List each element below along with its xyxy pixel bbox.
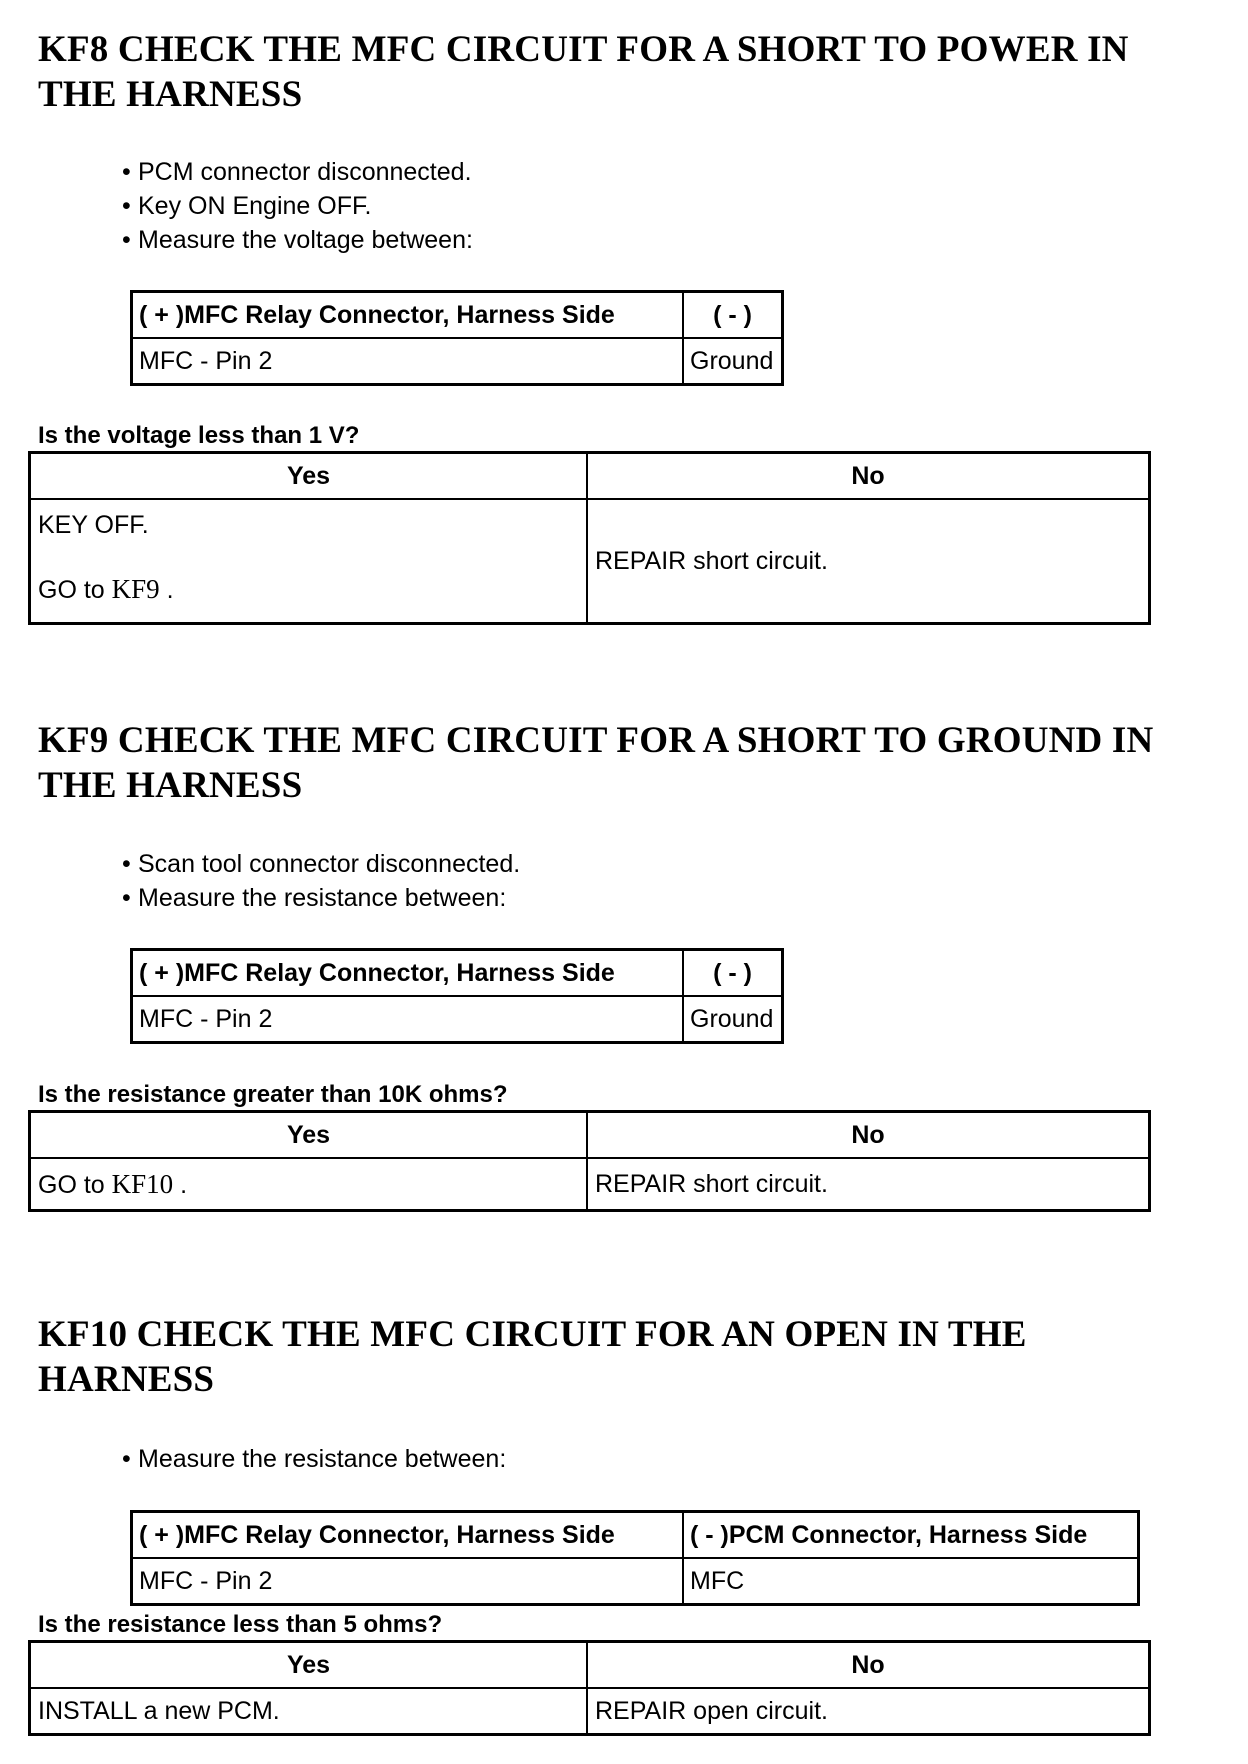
kf10-question: Is the resistance less than 5 ohms?	[38, 1611, 443, 1638]
list-item: • Measure the resistance between:	[118, 881, 520, 915]
goto-kf9-link[interactable]: KF9	[111, 574, 160, 604]
kf10-bullet-list	[118, 1442, 506, 1476]
table-row	[132, 338, 783, 385]
no-cell: REPAIR short circuit.	[587, 499, 1150, 624]
negative-cell: Ground	[683, 996, 783, 1043]
kf8-bullet-list	[118, 155, 473, 257]
positive-cell: MFC - Pin 2	[132, 996, 684, 1043]
list-item: • Key ON Engine OFF.	[118, 189, 473, 223]
kf8-result-table	[28, 451, 1151, 625]
table-row	[132, 996, 783, 1043]
yes-header: Yes	[30, 1112, 588, 1159]
table-row	[132, 1558, 1139, 1605]
kf8-measure-table	[130, 290, 784, 386]
negative-cell: Ground	[683, 338, 783, 385]
bullet-icon: •	[122, 1445, 131, 1473]
bullet-icon: •	[122, 850, 131, 878]
no-header: No	[587, 453, 1150, 500]
bullet-icon: •	[122, 158, 131, 186]
positive-header: ( + )MFC Relay Connector, Harness Side	[132, 950, 684, 997]
kf10-heading-line2: HARNESS	[38, 1359, 215, 1400]
kf9-result-table	[28, 1110, 1151, 1212]
negative-header: ( - )PCM Connector, Harness Side	[683, 1512, 1139, 1559]
table-header-row	[132, 1512, 1139, 1559]
positive-header: ( + )MFC Relay Connector, Harness Side	[132, 1512, 684, 1559]
no-cell: REPAIR open circuit.	[587, 1688, 1150, 1735]
positive-header: ( + )MFC Relay Connector, Harness Side	[132, 292, 684, 339]
no-cell: REPAIR short circuit.	[587, 1158, 1150, 1211]
kf10-measure-table	[130, 1510, 1140, 1606]
kf10-heading-line1: KF10 CHECK THE MFC CIRCUIT FOR AN OPEN IN THE	[38, 1314, 1027, 1355]
bullet-icon: •	[122, 226, 131, 254]
kf9-heading	[38, 718, 1228, 808]
yes-header: Yes	[30, 453, 588, 500]
goto-kf10-link[interactable]: KF10	[111, 1168, 174, 1199]
list-item: • PCM connector disconnected.	[118, 155, 473, 189]
negative-header: ( - )	[683, 292, 783, 339]
bullet-icon: •	[122, 884, 131, 912]
kf9-bullet-list	[118, 847, 520, 915]
yes-header: Yes	[30, 1642, 588, 1689]
kf8-heading	[38, 27, 1228, 117]
list-item: • Measure the resistance between:	[118, 1442, 506, 1476]
table-header-row	[30, 1642, 1150, 1689]
table-header-row	[30, 453, 1150, 500]
table-header-row	[132, 950, 783, 997]
kf10-result-table	[28, 1640, 1151, 1736]
kf9-heading-line2: THE HARNESS	[38, 765, 303, 806]
table-header-row	[132, 292, 783, 339]
table-row	[30, 1158, 1150, 1211]
negative-cell: MFC	[683, 1558, 1139, 1605]
kf9-measure-table	[130, 948, 784, 1044]
kf9-heading-line1: KF9 CHECK THE MFC CIRCUIT FOR A SHORT TO GROUND IN	[38, 720, 1154, 761]
yes-cell: INSTALL a new PCM.	[30, 1688, 588, 1735]
list-item: • Measure the voltage between:	[118, 223, 473, 257]
yes-action: KEY OFF.	[38, 511, 149, 539]
table-row	[30, 499, 1150, 624]
kf10-heading	[38, 1312, 1228, 1402]
no-header: No	[587, 1642, 1150, 1689]
no-header: No	[587, 1112, 1150, 1159]
kf9-question: Is the resistance greater than 10K ohms?	[38, 1081, 508, 1108]
kf8-heading-line1: KF8 CHECK THE MFC CIRCUIT FOR A SHORT TO POWER IN	[38, 29, 1129, 70]
yes-cell: KEY OFF. GO to KF9 .	[30, 499, 588, 624]
table-header-row	[30, 1112, 1150, 1159]
positive-cell: MFC - Pin 2	[132, 1558, 684, 1605]
positive-cell: MFC - Pin 2	[132, 338, 684, 385]
kf8-heading-line2: THE HARNESS	[38, 74, 303, 115]
table-row	[30, 1688, 1150, 1735]
list-item: • Scan tool connector disconnected.	[118, 847, 520, 881]
yes-cell: GO to KF10 .	[30, 1158, 588, 1211]
bullet-icon: •	[122, 192, 131, 220]
kf8-question: Is the voltage less than 1 V?	[38, 422, 360, 449]
negative-header: ( - )	[683, 950, 783, 997]
